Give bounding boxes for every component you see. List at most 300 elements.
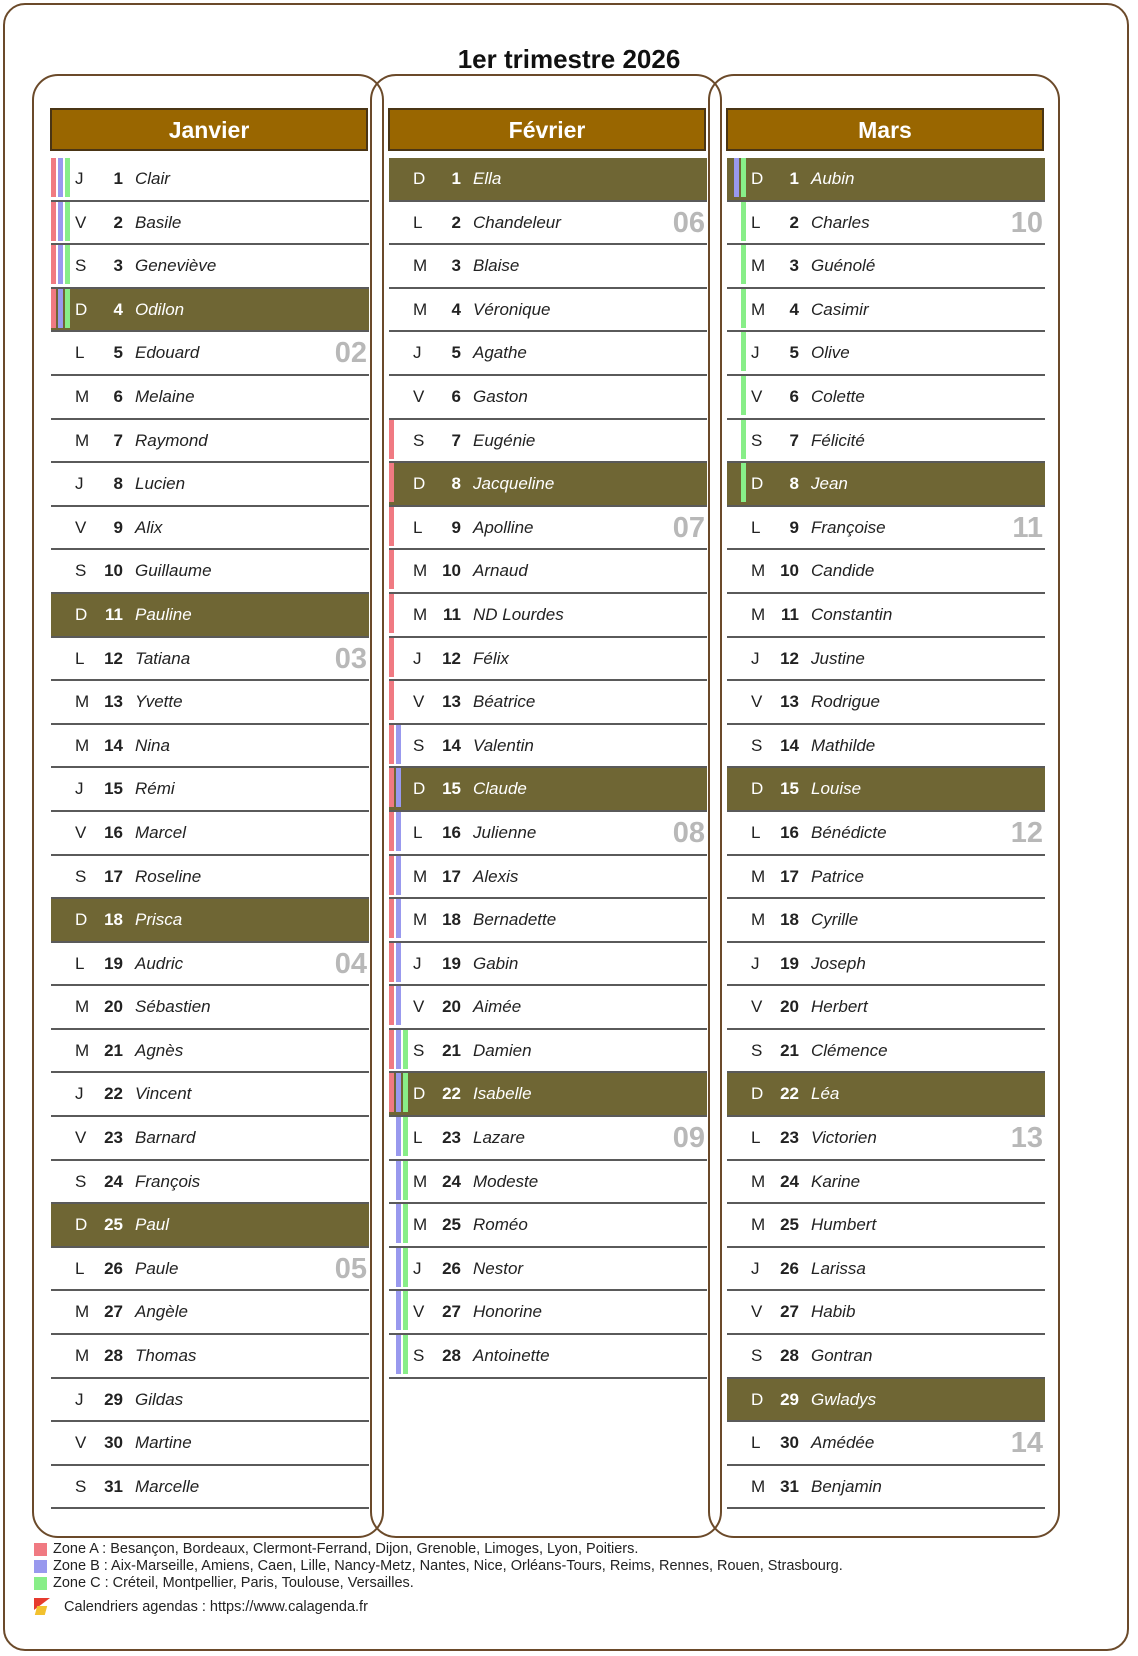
saint-name: Olive bbox=[811, 343, 850, 363]
zone-a-holiday-bar bbox=[389, 1030, 394, 1069]
saint-name: Basile bbox=[135, 212, 182, 232]
saint-name: Vincent bbox=[135, 1084, 192, 1104]
saint-name: Mathilde bbox=[811, 735, 876, 755]
day-number: 19 bbox=[780, 953, 799, 973]
legend-zone-a-text: Zone A : Besançon, Bordeaux, Clermont-Ferrand, Dijon, Grenoble, Limoges, Lyon, Poitiers. bbox=[53, 1541, 639, 1557]
day-number: 13 bbox=[104, 692, 123, 712]
day-row-sunday bbox=[51, 289, 369, 333]
day-of-week: S bbox=[751, 1346, 763, 1366]
saint-name: Lazare bbox=[473, 1128, 525, 1148]
day-of-week: V bbox=[413, 386, 425, 406]
zone-b-holiday-bar bbox=[396, 986, 401, 1025]
saint-name: Barnard bbox=[135, 1128, 196, 1148]
day-of-week: D bbox=[413, 474, 426, 494]
day-number: 13 bbox=[442, 692, 461, 712]
saint-name: Aubin bbox=[811, 169, 855, 188]
zone-a-holiday-bar bbox=[51, 202, 56, 241]
zone-a-holiday-bar bbox=[389, 899, 394, 938]
day-row bbox=[727, 681, 1045, 725]
day-number: 28 bbox=[780, 1346, 799, 1366]
saint-name: Clémence bbox=[811, 1040, 888, 1060]
saint-name: Amédée bbox=[811, 1433, 875, 1453]
day-of-week: V bbox=[751, 997, 763, 1017]
day-number: 3 bbox=[451, 256, 461, 276]
day-number: 7 bbox=[113, 430, 123, 450]
day-of-week: D bbox=[413, 169, 426, 188]
day-of-week: M bbox=[413, 256, 428, 276]
day-of-week: M bbox=[751, 604, 766, 624]
saint-name: Angèle bbox=[135, 1302, 188, 1322]
day-row bbox=[51, 1117, 369, 1161]
day-number: 1 bbox=[451, 169, 461, 188]
saint-name: Julienne bbox=[473, 822, 537, 842]
day-of-week: S bbox=[75, 561, 87, 581]
zone-b-holiday-bar bbox=[396, 725, 401, 764]
day-row-sunday bbox=[51, 899, 369, 943]
day-number: 4 bbox=[113, 299, 123, 319]
day-row bbox=[389, 376, 707, 420]
saint-name: Habib bbox=[811, 1302, 856, 1322]
day-of-week: V bbox=[751, 1302, 763, 1322]
day-number: 27 bbox=[780, 1302, 799, 1322]
zone-c-holiday-bar bbox=[65, 202, 70, 241]
day-row bbox=[389, 332, 707, 376]
saint-name: Nestor bbox=[473, 1258, 524, 1278]
day-number: 24 bbox=[104, 1171, 123, 1191]
day-row bbox=[727, 725, 1045, 769]
day-number: 28 bbox=[442, 1346, 461, 1366]
saint-name: Pauline bbox=[135, 604, 192, 624]
legend-zone-a bbox=[34, 1541, 843, 1558]
saint-name: Jacqueline bbox=[473, 474, 555, 494]
day-of-week: D bbox=[75, 910, 88, 930]
day-row bbox=[727, 943, 1045, 987]
day-of-week: L bbox=[751, 212, 761, 232]
saint-name: Marcelle bbox=[135, 1476, 200, 1496]
saint-name: Constantin bbox=[811, 604, 893, 624]
day-of-week: L bbox=[751, 822, 761, 842]
day-of-week: M bbox=[751, 910, 766, 930]
day-row bbox=[389, 943, 707, 987]
day-of-week: S bbox=[751, 735, 763, 755]
zone-a-holiday-bar bbox=[389, 856, 394, 895]
legend-zone-b-text: Zone B : Aix-Marseille, Amiens, Caen, Lille, Nancy-Metz, Nantes, Nice, Orléans-Tours, Reims, Rennes, Rouen, Strasbourg. bbox=[53, 1558, 843, 1574]
day-of-week: J bbox=[413, 953, 422, 973]
day-row-sunday bbox=[389, 768, 707, 812]
day-of-week: L bbox=[751, 1433, 761, 1453]
zone-b-holiday-bar bbox=[396, 1204, 401, 1243]
day-number: 19 bbox=[104, 953, 123, 973]
day-row bbox=[51, 1073, 369, 1117]
day-of-week: M bbox=[75, 997, 90, 1017]
day-row bbox=[389, 1248, 707, 1292]
day-of-week: J bbox=[75, 1084, 84, 1104]
day-of-week: M bbox=[75, 1346, 90, 1366]
day-row bbox=[727, 812, 1045, 856]
day-list bbox=[727, 158, 1045, 1509]
saint-name: Nina bbox=[135, 735, 170, 755]
day-of-week: D bbox=[75, 299, 88, 319]
day-of-week: M bbox=[75, 1302, 90, 1322]
zone-c-holiday-bar bbox=[403, 1117, 408, 1156]
day-of-week: M bbox=[751, 299, 766, 319]
saint-name: Candide bbox=[811, 561, 875, 581]
saint-name: Raymond bbox=[135, 430, 208, 450]
day-row bbox=[51, 725, 369, 769]
saint-name: Bernadette bbox=[473, 910, 557, 930]
day-number: 26 bbox=[780, 1258, 799, 1278]
day-number: 4 bbox=[789, 299, 799, 319]
day-number: 15 bbox=[780, 779, 799, 799]
week-number: 10 bbox=[1010, 206, 1043, 239]
day-row bbox=[51, 986, 369, 1030]
day-number: 2 bbox=[113, 212, 123, 232]
day-of-week: J bbox=[75, 1389, 84, 1409]
day-row bbox=[51, 376, 369, 420]
zone-b-holiday-bar bbox=[396, 768, 401, 807]
day-row bbox=[389, 507, 707, 551]
day-of-week: M bbox=[751, 1476, 766, 1496]
day-row bbox=[727, 202, 1045, 246]
saint-name: Larissa bbox=[811, 1258, 866, 1278]
zone-a-swatch bbox=[34, 1543, 47, 1556]
saint-name: Humbert bbox=[811, 1215, 877, 1235]
calagenda-logo-icon bbox=[34, 1598, 52, 1616]
saint-name: Félicité bbox=[811, 430, 865, 450]
day-row bbox=[727, 638, 1045, 682]
day-number: 25 bbox=[104, 1215, 123, 1235]
day-of-week: J bbox=[75, 169, 84, 188]
day-number: 9 bbox=[113, 517, 123, 537]
day-row bbox=[727, 1248, 1045, 1292]
saint-name: Herbert bbox=[811, 997, 868, 1017]
day-number: 6 bbox=[789, 386, 799, 406]
day-number: 23 bbox=[104, 1128, 123, 1148]
saint-name: Alexis bbox=[473, 866, 519, 886]
day-row bbox=[389, 856, 707, 900]
day-number: 14 bbox=[104, 735, 123, 755]
day-of-week: V bbox=[75, 1128, 87, 1148]
saint-name: Geneviève bbox=[135, 256, 217, 276]
zone-a-holiday-bar bbox=[51, 158, 56, 197]
week-number: 02 bbox=[334, 337, 367, 370]
day-row bbox=[389, 245, 707, 289]
week-number: 04 bbox=[334, 947, 367, 980]
day-of-week: V bbox=[75, 517, 87, 537]
day-number: 25 bbox=[780, 1215, 799, 1235]
saint-name: Françoise bbox=[811, 517, 886, 537]
day-of-week: M bbox=[751, 1171, 766, 1191]
day-number: 11 bbox=[105, 604, 123, 624]
zone-a-holiday-bar bbox=[389, 594, 394, 633]
day-of-week: M bbox=[75, 1040, 90, 1060]
zone-c-holiday-bar bbox=[65, 289, 70, 328]
day-of-week: S bbox=[75, 256, 87, 276]
day-number: 31 bbox=[780, 1476, 799, 1496]
day-of-week: S bbox=[751, 1040, 763, 1060]
day-number: 14 bbox=[780, 735, 799, 755]
saint-name: Thomas bbox=[135, 1346, 197, 1366]
day-row bbox=[389, 1335, 707, 1379]
day-number: 1 bbox=[113, 169, 123, 188]
day-of-week: L bbox=[413, 212, 423, 232]
day-of-week: D bbox=[751, 1389, 764, 1409]
day-of-week: D bbox=[751, 169, 764, 188]
saint-name: Roseline bbox=[135, 866, 202, 886]
saint-name: Eugénie bbox=[473, 430, 536, 450]
day-row bbox=[727, 245, 1045, 289]
day-row-sunday bbox=[51, 1204, 369, 1248]
day-of-week: M bbox=[413, 866, 428, 886]
month-column-fevrier bbox=[370, 74, 722, 1538]
day-number: 15 bbox=[442, 779, 461, 799]
day-number: 29 bbox=[104, 1389, 123, 1409]
day-row bbox=[389, 1291, 707, 1335]
day-of-week: M bbox=[413, 910, 428, 930]
day-number: 7 bbox=[451, 430, 461, 450]
day-number: 18 bbox=[442, 910, 461, 930]
day-number: 22 bbox=[442, 1084, 461, 1104]
day-of-week: S bbox=[75, 1476, 87, 1496]
saint-name: Gaston bbox=[473, 386, 528, 406]
day-row bbox=[727, 986, 1045, 1030]
saint-name: Isabelle bbox=[473, 1084, 532, 1104]
zone-b-holiday-bar bbox=[58, 245, 63, 284]
day-row bbox=[51, 1335, 369, 1379]
zone-a-holiday-bar bbox=[389, 943, 394, 982]
zone-a-holiday-bar bbox=[51, 289, 56, 328]
day-of-week: J bbox=[413, 1258, 422, 1278]
saint-name: Tatiana bbox=[135, 648, 191, 668]
saint-name: Bénédicte bbox=[811, 822, 887, 842]
day-row bbox=[727, 1335, 1045, 1379]
saint-name: Jean bbox=[811, 474, 848, 494]
day-number: 11 bbox=[443, 604, 461, 624]
day-number: 12 bbox=[442, 648, 461, 668]
saint-name: Paul bbox=[135, 1215, 170, 1235]
saint-name: Colette bbox=[811, 386, 865, 406]
saint-name: Gabin bbox=[473, 953, 519, 973]
day-of-week: M bbox=[751, 866, 766, 886]
day-of-week: J bbox=[75, 474, 84, 494]
day-of-week: S bbox=[75, 866, 87, 886]
saint-name: Béatrice bbox=[473, 692, 536, 712]
zone-a-holiday-bar bbox=[389, 507, 394, 546]
day-row bbox=[51, 158, 369, 202]
day-number: 9 bbox=[451, 517, 461, 537]
zone-c-holiday-bar bbox=[403, 1335, 408, 1374]
day-number: 2 bbox=[451, 212, 461, 232]
saint-name: Prisca bbox=[135, 910, 183, 930]
day-row bbox=[389, 594, 707, 638]
day-row-sunday bbox=[727, 158, 1045, 202]
saint-name: Alix bbox=[135, 517, 163, 537]
day-number: 29 bbox=[780, 1389, 799, 1409]
zone-a-holiday-bar bbox=[389, 420, 394, 459]
day-of-week: V bbox=[751, 692, 763, 712]
month-column-janvier bbox=[32, 74, 384, 1538]
day-number: 16 bbox=[442, 822, 461, 842]
day-number: 27 bbox=[104, 1302, 123, 1322]
day-number: 25 bbox=[442, 1215, 461, 1235]
day-row-sunday bbox=[727, 1073, 1045, 1117]
zone-a-holiday-bar bbox=[389, 638, 394, 677]
zone-b-holiday-bar bbox=[396, 1030, 401, 1069]
day-of-week: S bbox=[413, 1346, 425, 1366]
day-of-week: M bbox=[751, 561, 766, 581]
zone-b-holiday-bar bbox=[396, 856, 401, 895]
day-number: 30 bbox=[104, 1433, 123, 1453]
saint-name: Yvette bbox=[135, 692, 183, 712]
zone-b-swatch bbox=[34, 1560, 47, 1573]
day-row bbox=[51, 463, 369, 507]
saint-name: Félix bbox=[473, 648, 509, 668]
day-of-week: D bbox=[751, 1084, 764, 1104]
day-row bbox=[389, 899, 707, 943]
zone-a-holiday-bar bbox=[51, 245, 56, 284]
saint-name: Ella bbox=[473, 169, 502, 188]
zone-b-holiday-bar bbox=[734, 158, 739, 197]
day-row bbox=[51, 332, 369, 376]
day-number: 11 bbox=[781, 604, 799, 624]
zone-c-holiday-bar bbox=[741, 332, 746, 371]
day-of-week: M bbox=[75, 430, 90, 450]
day-of-week: S bbox=[413, 430, 425, 450]
day-number: 10 bbox=[780, 561, 799, 581]
day-number: 16 bbox=[780, 822, 799, 842]
day-row-sunday bbox=[727, 768, 1045, 812]
saint-name: Guénolé bbox=[811, 256, 876, 276]
day-number: 6 bbox=[451, 386, 461, 406]
day-row bbox=[51, 202, 369, 246]
zone-b-holiday-bar bbox=[58, 289, 63, 328]
zone-a-holiday-bar bbox=[389, 812, 394, 851]
day-row bbox=[727, 332, 1045, 376]
day-row bbox=[389, 202, 707, 246]
day-number: 20 bbox=[442, 997, 461, 1017]
day-of-week: V bbox=[413, 1302, 425, 1322]
saint-name: Gwladys bbox=[811, 1389, 877, 1409]
day-of-week: M bbox=[75, 692, 90, 712]
zone-c-holiday-bar bbox=[403, 1291, 408, 1330]
zone-c-holiday-bar bbox=[403, 1248, 408, 1287]
day-of-week: J bbox=[413, 648, 422, 668]
saint-name: Odilon bbox=[135, 299, 185, 319]
zone-a-holiday-bar bbox=[389, 550, 394, 589]
day-list bbox=[389, 158, 707, 1379]
day-of-week: J bbox=[751, 953, 760, 973]
day-of-week: D bbox=[75, 1215, 88, 1235]
saint-name: Karine bbox=[811, 1171, 861, 1191]
day-of-week: M bbox=[413, 1171, 428, 1191]
day-row bbox=[727, 1466, 1045, 1510]
zone-c-holiday-bar bbox=[403, 1204, 408, 1243]
day-of-week: S bbox=[751, 430, 763, 450]
day-number: 17 bbox=[780, 866, 799, 886]
day-of-week: J bbox=[751, 343, 760, 363]
day-row bbox=[389, 550, 707, 594]
day-row bbox=[727, 289, 1045, 333]
day-number: 27 bbox=[442, 1302, 461, 1322]
zone-c-swatch bbox=[34, 1577, 47, 1590]
saint-name: Paule bbox=[135, 1258, 179, 1278]
zone-c-holiday-bar bbox=[741, 245, 746, 284]
day-of-week: V bbox=[413, 692, 425, 712]
zone-c-holiday-bar bbox=[741, 420, 746, 459]
week-number: 03 bbox=[334, 642, 367, 675]
zone-b-holiday-bar bbox=[396, 1335, 401, 1374]
month-header: Février bbox=[388, 108, 706, 151]
saint-name: Rémi bbox=[135, 779, 175, 799]
day-row bbox=[727, 856, 1045, 900]
saint-name: Claude bbox=[473, 779, 527, 799]
day-number: 22 bbox=[104, 1084, 123, 1104]
day-row bbox=[389, 1030, 707, 1074]
saint-name: François bbox=[135, 1171, 201, 1191]
day-of-week: V bbox=[75, 1433, 87, 1453]
day-of-week: D bbox=[751, 779, 764, 799]
zone-c-holiday-bar bbox=[403, 1030, 408, 1069]
day-number: 28 bbox=[104, 1346, 123, 1366]
week-number: 09 bbox=[672, 1122, 705, 1155]
day-number: 21 bbox=[780, 1040, 799, 1060]
legend-zone-b bbox=[34, 1558, 843, 1575]
footer-link[interactable]: Calendriers agendas : https://www.calagenda.fr bbox=[64, 1598, 368, 1615]
zone-a-holiday-bar bbox=[389, 681, 394, 720]
day-number: 24 bbox=[442, 1171, 461, 1191]
day-of-week: S bbox=[413, 1040, 425, 1060]
day-number: 8 bbox=[451, 474, 461, 494]
saint-name: Charles bbox=[811, 212, 870, 232]
day-number: 8 bbox=[789, 474, 799, 494]
day-of-week: L bbox=[75, 343, 85, 363]
zone-b-holiday-bar bbox=[396, 1291, 401, 1330]
day-row-sunday bbox=[389, 463, 707, 507]
day-of-week: D bbox=[413, 779, 426, 799]
day-number: 17 bbox=[104, 866, 123, 886]
day-row bbox=[727, 550, 1045, 594]
zone-c-holiday-bar bbox=[741, 463, 746, 502]
day-row bbox=[51, 1466, 369, 1510]
saint-name: Damien bbox=[473, 1040, 532, 1060]
day-row bbox=[727, 899, 1045, 943]
saint-name: Arnaud bbox=[473, 561, 528, 581]
zone-b-holiday-bar bbox=[396, 812, 401, 851]
day-row bbox=[727, 1161, 1045, 1205]
day-row bbox=[51, 1291, 369, 1335]
week-number: 11 bbox=[1012, 511, 1043, 544]
day-row bbox=[51, 550, 369, 594]
day-number: 23 bbox=[442, 1128, 461, 1148]
day-row bbox=[389, 420, 707, 464]
day-of-week: L bbox=[75, 648, 85, 668]
saint-name: Patrice bbox=[811, 866, 864, 886]
zone-b-holiday-bar bbox=[396, 1073, 401, 1112]
day-row bbox=[389, 986, 707, 1030]
day-row bbox=[389, 681, 707, 725]
day-row bbox=[51, 1422, 369, 1466]
saint-name: Aimée bbox=[473, 997, 522, 1017]
day-row bbox=[727, 1030, 1045, 1074]
footer-credit bbox=[34, 1598, 368, 1616]
day-number: 9 bbox=[789, 517, 799, 537]
day-number: 16 bbox=[104, 822, 123, 842]
day-of-week: L bbox=[413, 822, 423, 842]
day-row bbox=[51, 507, 369, 551]
day-row bbox=[389, 1204, 707, 1248]
day-row bbox=[51, 1030, 369, 1074]
day-number: 14 bbox=[442, 735, 461, 755]
